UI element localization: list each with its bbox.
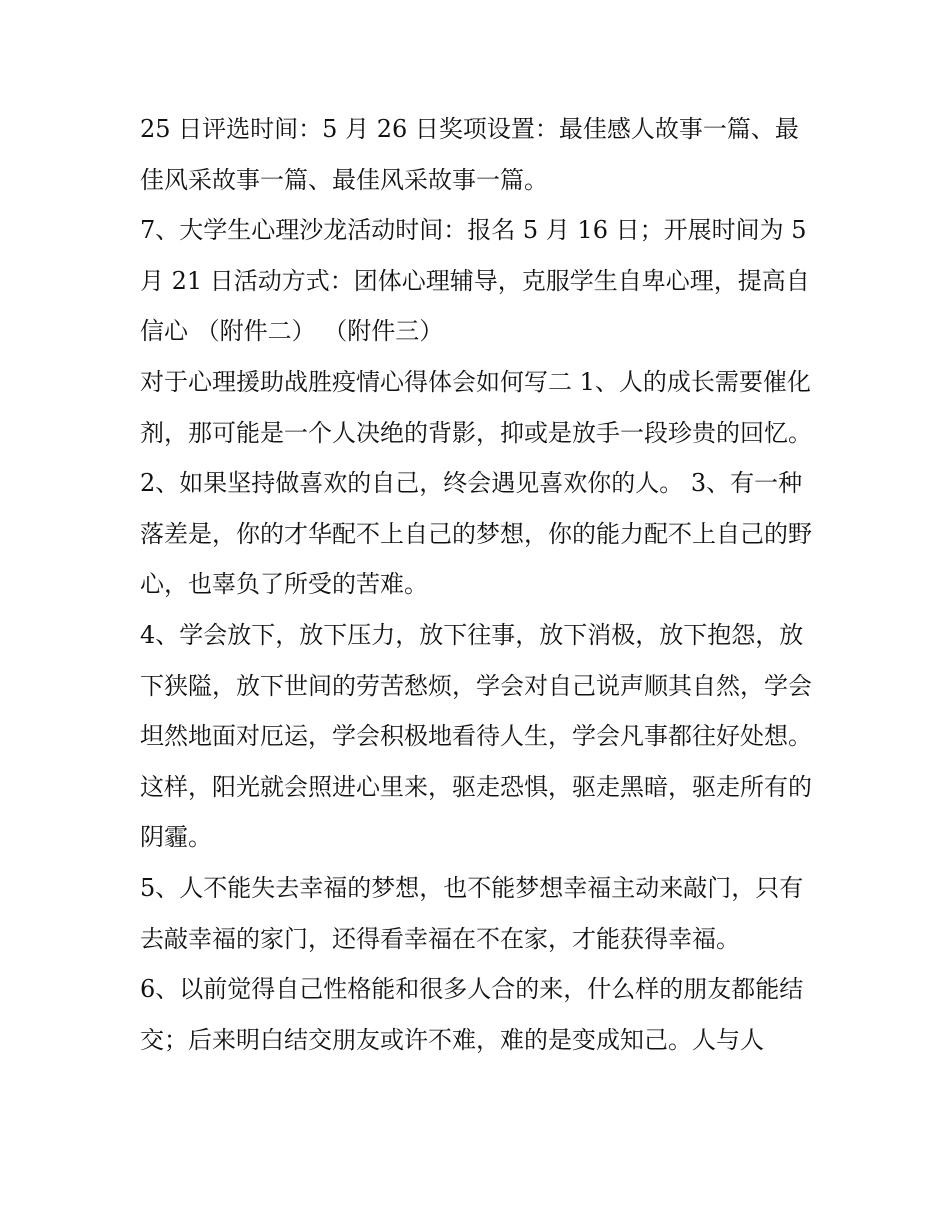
paragraph-psych-salon: 7、大学生心理沙龙活动时间：报名 5 月 16 日；开展时间为 5 月 21 日活动方式：团体心理辅导，克服学生自卑心理，提高自信心 （附件二） （附件三） <box>140 216 815 346</box>
paragraph-point-2-3: 2、如果坚持做喜欢的自己，终会遇见喜欢你的人。 3、有一种落差是，你的才华配不上自己的梦想，你的能力配不上自己的野心，也辜负了所受的苦难。 <box>140 469 812 599</box>
paragraph-point-6: 6、以前觉得自己性格能和很多人合的来，什么样的朋友都能结交；后来明白结交朋友或许不难，难的是变成知己。人与人 <box>140 975 804 1054</box>
paragraph-point-4: 4、学会放下，放下压力，放下往事，放下消极，放下抱怨，放下狭隘，放下世间的劳苦愁烦，学会对自己说声顺其自然，学会坦然地面对厄运，学会积极地看待人生，学会凡事都往好处想。这样，阳光就会照进心里来，驱走恐惧，驱走黑暗，驱走所有的阴霾。 <box>140 620 812 852</box>
paragraph-award-schedule: 25 日评选时间：5 月 26 日奖项设置：最佳感人故事一篇、最佳风采故事一篇、最佳风采故事一篇。 <box>140 115 799 194</box>
document-body <box>140 104 820 1065</box>
paragraph-point-5: 5、人不能失去幸福的梦想，也不能梦想幸福主动来敲门，只有去敲幸福的家门，还得看幸福在不在家，才能获得幸福。 <box>140 873 804 953</box>
paragraph-reflection-intro: 对于心理援助战胜疫情心得体会如何写二 1、人的成长需要催化剂，那可能是一个人决绝的背影，抑或是放手一段珍贵的回忆。 <box>140 367 812 447</box>
